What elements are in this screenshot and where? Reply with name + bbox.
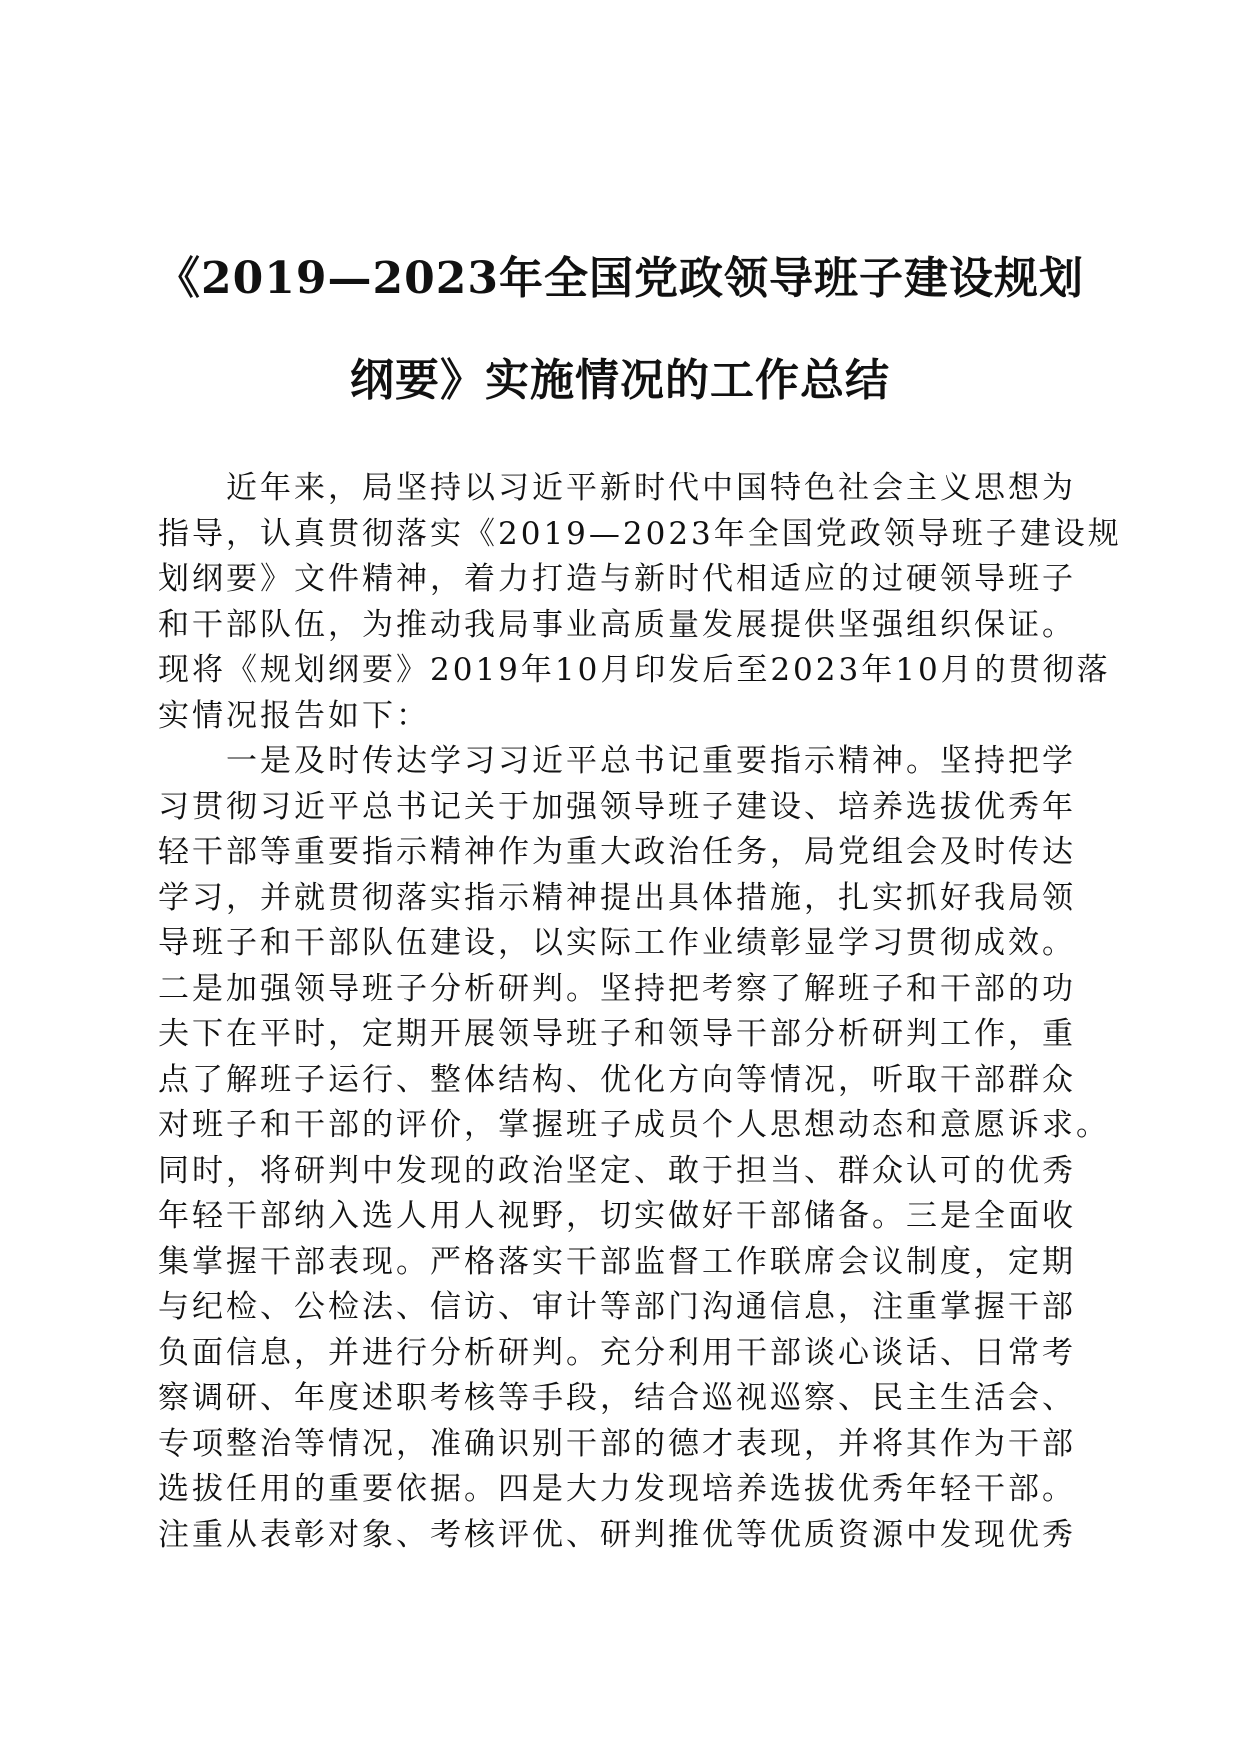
paragraph-line: 和干部队伍，为推动我局事业高质量发展提供坚强组织保证。 xyxy=(158,606,1076,643)
paragraph-line: 现将《规划纲要》2019年10月印发后至2023年10月的贯彻落 xyxy=(158,652,1111,688)
paragraph-line: 选拔任用的重要依据。四是大力发现培养选拔优秀年轻干部。 xyxy=(158,1471,1076,1507)
paragraph-line: 与纪检、公检法、信访、审计等部门沟通信息，注重掌握干部 xyxy=(158,1289,1076,1325)
paragraph-line: 注重从表彰对象、考核评优、研判推优等优质资源中发现优秀 xyxy=(158,1516,1076,1553)
paragraph-line: 一是及时传达学习习近平总书记重要指示精神。坚持把学 xyxy=(226,743,1076,779)
paragraph-line: 夫下在平时，定期开展领导班子和领导干部分析研判工作，重 xyxy=(158,1016,1076,1052)
paragraph-line: 习贯彻习近平总书记关于加强领导班子建设、培养选拔优秀年 xyxy=(158,788,1076,825)
paragraph-line: 导班子和干部队伍建设，以实际工作业绩彰显学习贯彻成效。 xyxy=(158,925,1076,961)
paragraph-line: 划纲要》文件精神，着力打造与新时代相适应的过硬领导班子 xyxy=(158,561,1076,597)
paragraph-line: 对班子和干部的评价，掌握班子成员个人思想动态和意愿诉求。 xyxy=(158,1107,1110,1143)
paragraph-line: 轻干部等重要指示精神作为重大政治任务，局党组会及时传达 xyxy=(158,834,1076,870)
paragraph-line: 专项整治等情况，准确识别干部的德才表现，并将其作为干部 xyxy=(158,1425,1076,1462)
document-title xyxy=(150,228,1090,432)
title-line: 纲要》实施情况的工作总结 xyxy=(350,355,890,406)
paragraph-line: 学习，并就贯彻落实指示精神提出具体措施，扎实抓好我局领 xyxy=(158,879,1076,916)
paragraph-line: 负面信息，并进行分析研判。充分利用干部谈心谈话、日常考 xyxy=(158,1334,1076,1371)
paragraph-line: 近年来，局坚持以习近平新时代中国特色社会主义思想为 xyxy=(226,470,1076,506)
paragraph-line: 同时，将研判中发现的政治坚定、敢于担当、群众认可的优秀 xyxy=(158,1152,1076,1189)
paragraph-line: 实情况报告如下： xyxy=(158,697,430,734)
paragraph-line: 点了解班子运行、整体结构、优化方向等情况，听取干部群众 xyxy=(158,1061,1076,1098)
title-line: 《2019—2023年全国党政领导班子建设规划 xyxy=(156,253,1084,304)
paragraph-line: 二是加强领导班子分析研判。坚持把考察了解班子和干部的功 xyxy=(158,970,1076,1007)
paragraph-line: 年轻干部纳入选人用人视野，切实做好干部储备。三是全面收 xyxy=(158,1198,1076,1234)
document-body xyxy=(158,466,1122,1558)
paragraph-line: 集掌握干部表现。严格落实干部监督工作联席会议制度，定期 xyxy=(158,1243,1076,1280)
paragraph-line: 指导，认真贯彻落实《2019—2023年全国党政领导班子建设规 xyxy=(158,515,1122,552)
paragraph-line: 察调研、年度述职考核等手段，结合巡视巡察、民主生活会、 xyxy=(158,1380,1076,1416)
